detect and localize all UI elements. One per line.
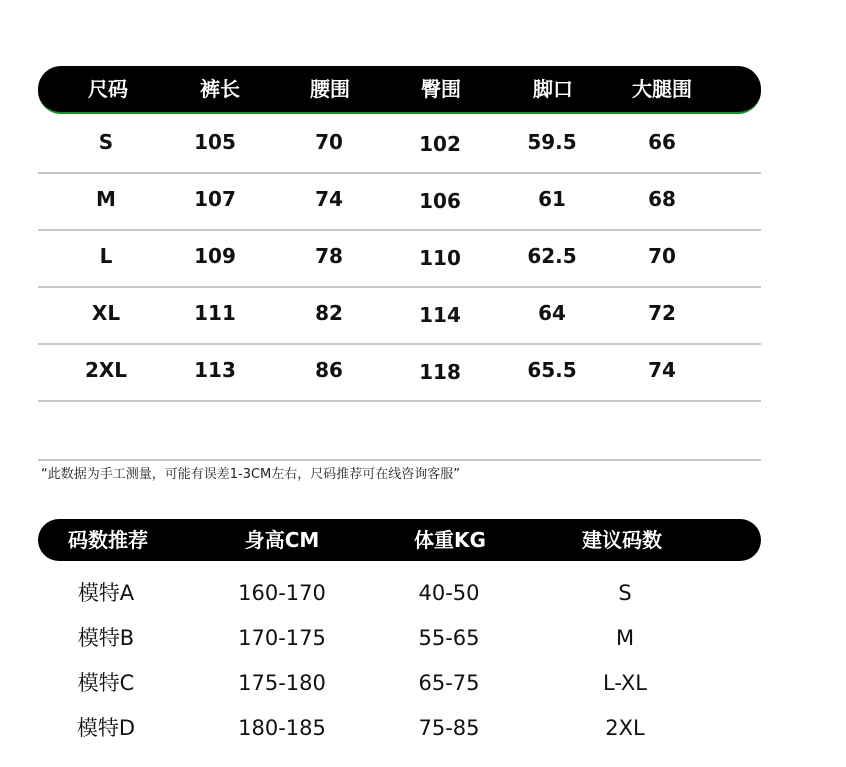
cell-weight: 75-85 (418, 716, 480, 740)
cell-hip: 114 (419, 303, 461, 327)
cell-suggested-size: S (618, 581, 632, 605)
cell-height: 175-180 (238, 671, 326, 695)
cell-thigh: 66 (648, 130, 676, 154)
header-leg-opening: 脚口 (533, 77, 573, 101)
header-height: 身高CM (244, 528, 320, 552)
cell-size: XL (91, 301, 121, 325)
cell-height: 180-185 (238, 716, 326, 740)
cell-suggested-size: 2XL (605, 716, 645, 740)
cell-weight: 65-75 (418, 671, 480, 695)
cell-waist: 86 (315, 358, 343, 382)
cell-model: 模特B (77, 626, 135, 650)
header-thigh: 大腿围 (632, 77, 692, 101)
cell-height: 170-175 (238, 626, 326, 650)
measurement-note: “此数据为手工测量，可能有误差1-3CM左右，尺码推荐可在线咨询客服” (41, 467, 460, 482)
table-row (38, 231, 761, 288)
cell-leg-opening: 64 (538, 301, 566, 325)
cell-height: 160-170 (238, 581, 326, 605)
header-suggested-size: 建议码数 (582, 528, 662, 552)
header-length: 裤长 (200, 77, 240, 101)
table-row (38, 288, 761, 345)
cell-thigh: 72 (648, 301, 676, 325)
cell-model: 模特D (76, 716, 136, 740)
cell-model: 模特C (77, 671, 135, 695)
cell-waist: 70 (315, 130, 343, 154)
cell-length: 113 (194, 358, 236, 382)
cell-size: S (98, 130, 114, 154)
table-row (38, 117, 761, 174)
cell-length: 111 (194, 301, 236, 325)
header-size: 尺码 (88, 77, 128, 101)
cell-hip: 102 (419, 132, 461, 156)
cell-weight: 40-50 (418, 581, 480, 605)
cell-length: 109 (194, 244, 236, 268)
cell-model: 模特A (77, 581, 135, 605)
cell-suggested-size: M (615, 626, 635, 650)
cell-length: 107 (194, 187, 236, 211)
recommend-table-header (38, 519, 761, 561)
cell-size: M (96, 187, 116, 211)
cell-length: 105 (194, 130, 236, 154)
cell-weight: 55-65 (418, 626, 480, 650)
table-row (38, 174, 761, 231)
cell-thigh: 74 (648, 358, 676, 382)
section-divider (38, 459, 761, 461)
cell-waist: 78 (315, 244, 343, 268)
row-divider (38, 400, 761, 402)
cell-suggested-size: L-XL (603, 671, 647, 695)
cell-leg-opening: 61 (538, 187, 566, 211)
cell-thigh: 68 (648, 187, 676, 211)
cell-leg-opening: 59.5 (527, 130, 577, 154)
cell-hip: 110 (419, 246, 461, 270)
size-table-header (38, 66, 761, 114)
cell-hip: 118 (419, 360, 461, 384)
cell-leg-opening: 65.5 (527, 358, 577, 382)
cell-size: 2XL (84, 358, 128, 382)
list-item (38, 706, 761, 751)
cell-waist: 82 (315, 301, 343, 325)
header-waist: 腰围 (310, 77, 350, 101)
cell-leg-opening: 62.5 (527, 244, 577, 268)
list-item (38, 661, 761, 706)
header-hip: 臀围 (421, 77, 461, 101)
cell-hip: 106 (419, 189, 461, 213)
table-row (38, 345, 761, 402)
list-item (38, 571, 761, 616)
header-recommend: 码数推荐 (68, 528, 148, 552)
cell-thigh: 70 (648, 244, 676, 268)
list-item (38, 616, 761, 661)
cell-waist: 74 (315, 187, 343, 211)
cell-size: L (99, 244, 113, 268)
header-weight: 体重KG (414, 528, 486, 552)
